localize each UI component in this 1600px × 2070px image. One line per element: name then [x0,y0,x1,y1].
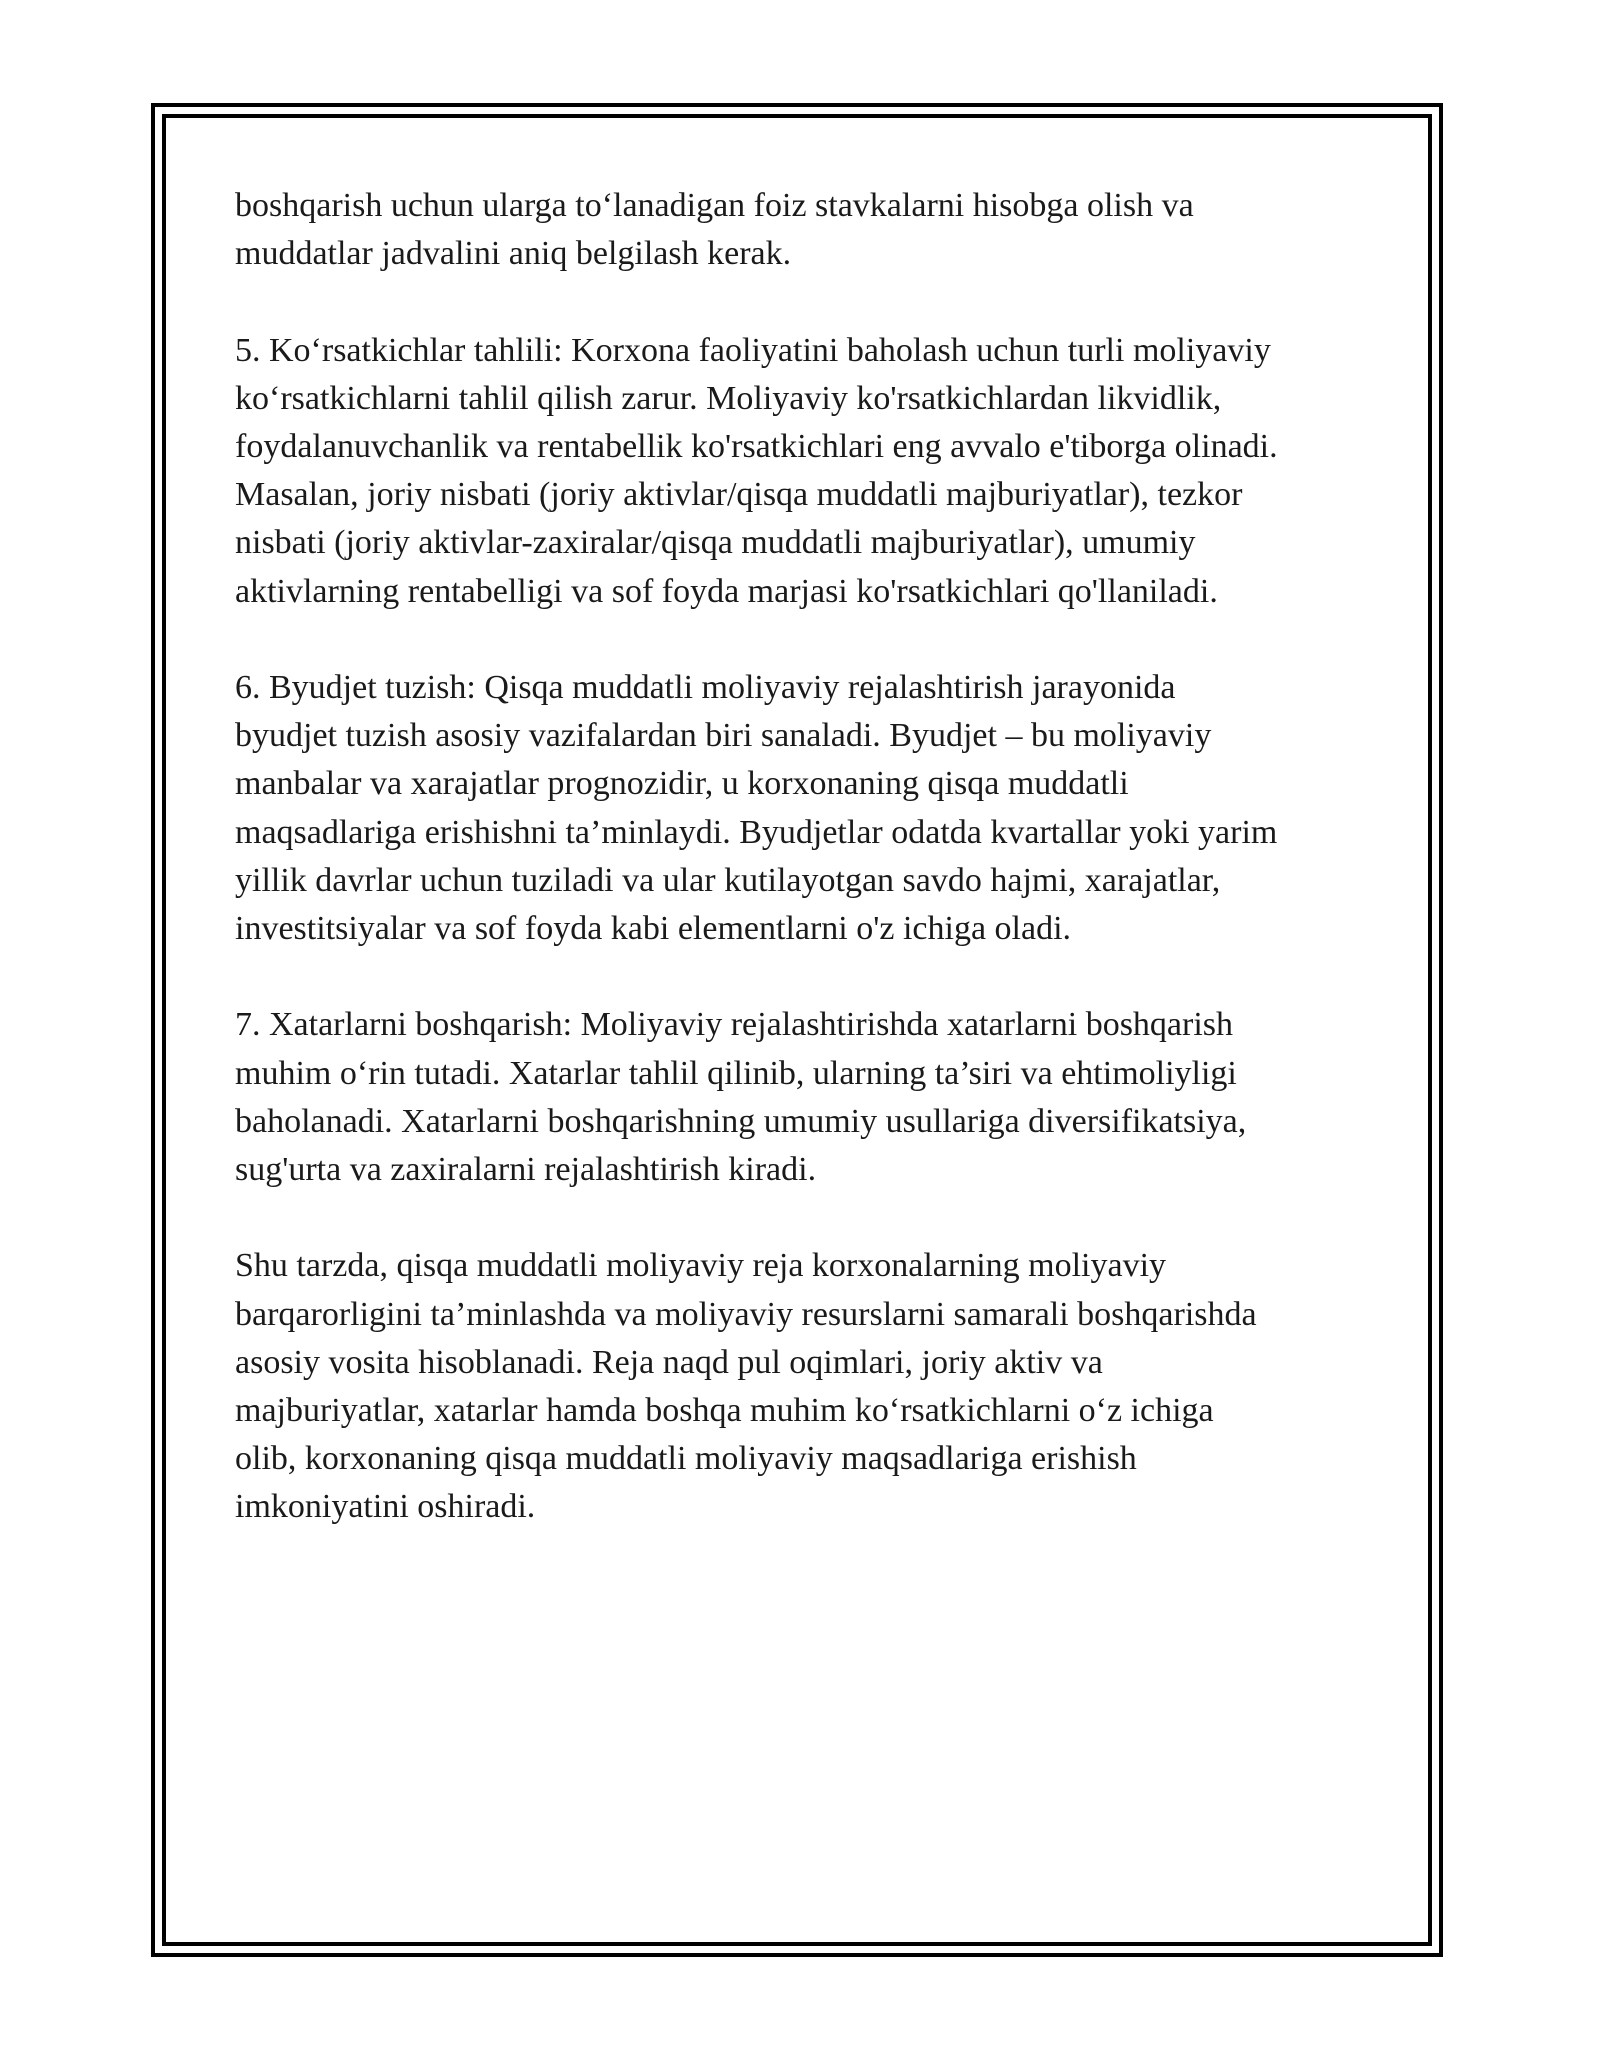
paragraph-budgeting: 6. Byudjet tuzish: Qisqa muddatli moliyaviy rejalashtirish jarayonida byudjet tuzish asosiy vazifalardan biri sanaladi. Byudjet – bu moliyaviy manbalar va xarajatlar prognozidir, u korxonaning qisqa muddatli maqsadlariga erishishni ta’minlaydi. Byudjetlar odatda kvartallar yoki yarim yillik davrlar uchun tuziladi va ular kutilayotgan savdo hajmi, xarajatlar, investitsiyalar va sof foyda kabi elementlarni o'z ichiga oladi. [235,669,1278,948]
paragraph-risk-management: 7. Xatarlarni boshqarish: Moliyaviy rejalashtirishda xatarlarni boshqarish muhim o‘rin tutadi. Xatarlar tahlil qilinib, ularning ta’siri va ehtimoliyligi baholanadi. Xatarlarni boshqarishning umumiy usullariga diversifikatsiya, sug'urta va zaxiralarni rejalashtirish kiradi. [235,1006,1247,1189]
paragraph-continuation: boshqarish uchun ularga to‘lanadigan foiz stavkalarni hisobga olish va muddatlar jadvalini aniq belgilash kerak. [235,187,1194,273]
document-body [235,182,1375,1580]
paragraph-indicators-analysis: 5. Ko‘rsatkichlar tahlili: Korxona faoliyatini baholash uchun turli moliyaviy ko‘rsatkichlarni tahlil qilish zarur. Moliyaviy ko'rsatkichlardan likvidlik, foydalanuvchanlik va rentabellik ko'rsatkichlari eng avvalo e'tiborga olinadi. Masalan, joriy nisbati (joriy aktivlar/qisqa muddatli majburiyatlar), tezkor nisbati (joriy aktivlar-zaxiralar/qisqa muddatli majburiyatlar), umumiy aktivlarning rentabelligi va sof foyda marjasi ko'rsatkichlari qo'llaniladi. [235,331,1278,610]
paragraph-conclusion: Shu tarzda, qisqa muddatli moliyaviy reja korxonalarning moliyaviy barqarorligini ta’minlashda va moliyaviy resurslarni samarali boshqarishda asosiy vosita hisoblanadi. Reja naqd pul oqimlari, joriy aktiv va majburiyatlar, xatarlar hamda boshqa muhim ko‘rsatkichlarni o‘z ichiga olib, korxonaning qisqa muddatli moliyaviy maqsadlariga erishish imkoniyatini oshiradi. [235,1247,1257,1526]
